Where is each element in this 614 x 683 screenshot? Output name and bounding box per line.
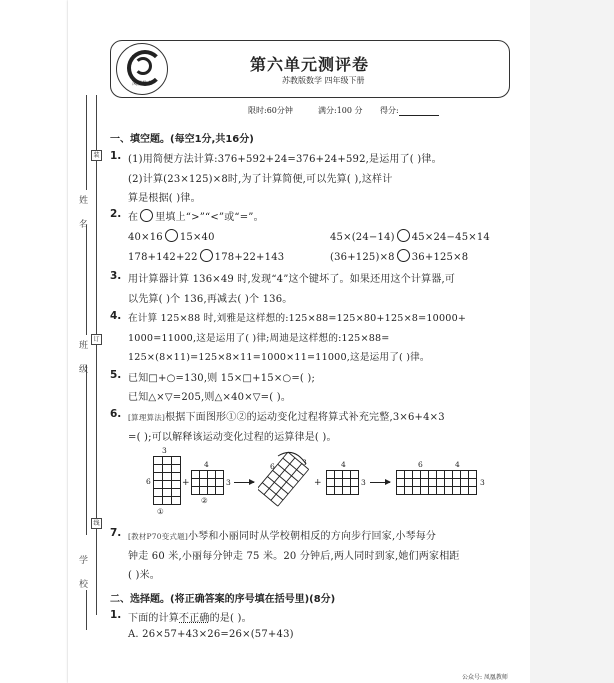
grid-cell (437, 471, 445, 479)
grid-cell (154, 465, 163, 473)
rotated-side-label: 6 (270, 462, 275, 471)
rotated-grid-line (262, 483, 283, 500)
section-2-title: 二、选择题。(将正确答案的序号填在括号里)(8分) (110, 594, 336, 605)
name-label: 姓 名 (77, 195, 87, 234)
grid-cell (469, 487, 477, 495)
s2-q1-option-a[interactable]: A. 26×57+43×26=26×(57+43) (128, 629, 294, 640)
q2-expr: (36+125)×8 (330, 252, 395, 263)
grid-cell (163, 497, 172, 505)
g2-side-label: 3 (226, 478, 231, 487)
rotated-grid-lines (258, 452, 309, 506)
grid-cell (154, 457, 163, 465)
q7-tag: [教材P70变式题] (128, 532, 188, 541)
grid-cell (208, 479, 216, 487)
score-field[interactable] (380, 105, 439, 116)
grid-cell (445, 487, 453, 495)
q2-expr: 36+125×8 (411, 252, 469, 263)
page-subtitle: 苏教版数学 四年级下册 (282, 76, 365, 85)
q6-number: 6. (110, 408, 122, 420)
grid-cell (335, 471, 343, 479)
binding-dashed-line (96, 95, 97, 615)
binding-mark: 订 (91, 334, 102, 345)
s2-q1-text-b: 的是( )。 (209, 613, 252, 624)
grid-cell (163, 473, 172, 481)
logo-text: 凤凰教书 (131, 81, 152, 87)
grid-cell (216, 479, 224, 487)
grid-cell (429, 471, 437, 479)
q2-intro-a: 在 (128, 212, 139, 223)
grid-cell (335, 487, 343, 495)
figure-1-grid (153, 456, 181, 505)
q2-row-1b (330, 229, 490, 243)
q6-tag: [算理算法] (128, 413, 166, 422)
compare-circle-icon (140, 209, 153, 222)
q1-line-2: (2)计算(23×125)×8时,为了计算简便,可以先算( ),这样计 (128, 174, 393, 185)
grid-cell (421, 487, 429, 495)
binding-mark: 线 (91, 518, 102, 529)
q4-number: 4. (110, 310, 122, 322)
q6-line-2: =( );可以解释该运动变化过程的运算律是( )。 (128, 432, 337, 443)
q7-line-1-text: 小琴和小丽同时从学校朝相反的方向步行回家,小琴每分 (187, 531, 437, 542)
grid-cell (421, 471, 429, 479)
grid-cell (453, 471, 461, 479)
grid-cell (343, 487, 351, 495)
binding-line (86, 225, 87, 335)
answer-circle[interactable] (397, 249, 410, 262)
q2-row-1a (128, 229, 215, 243)
score-label: 得分: (380, 106, 399, 115)
grid-cell (429, 487, 437, 495)
answer-circle[interactable] (397, 229, 410, 242)
q5-line-1: 已知□+○=130,则 15×□+15×○=( ); (128, 373, 316, 384)
grid-cell (343, 479, 351, 487)
q2-expr: 178+142+22 (128, 252, 198, 263)
rotated-grid-line (278, 464, 299, 481)
grid-cell (154, 473, 163, 481)
q3-line-1: 用计算器计算 136×49 时,发现“4”这个键坏了。如果还用这个计算器,可 (128, 274, 456, 285)
q4-line-1: 在计算 125×88 时,刘雅是这样想的:125×88=125×80+125×8=10000+ (128, 313, 467, 324)
q6-line-1-text: 根据下面图形①②的运动变化过程将算式补充完整,3×6+4×3 (165, 412, 445, 423)
grid-cell (200, 487, 208, 495)
grid-cell (172, 497, 181, 505)
binding-line (86, 590, 87, 630)
full-score: 满分:100 分 (318, 106, 363, 115)
q2-intro-b: 里填上“>”“<”或“=”。 (155, 212, 264, 223)
q1-number: 1. (110, 150, 122, 162)
grid-cell (421, 479, 429, 487)
grid-cell (351, 479, 359, 487)
rotated-grid-line (273, 470, 294, 487)
rotated-grid-figure (258, 448, 318, 510)
grid-cell (335, 479, 343, 487)
q2-number: 2. (110, 208, 122, 220)
grid-cell (208, 487, 216, 495)
plus-sign: + (182, 478, 190, 488)
g1-side-label: 6 (146, 477, 151, 486)
grid-cell (200, 479, 208, 487)
grid-cell (192, 487, 200, 495)
grid-cell (397, 487, 405, 495)
grid-cell (216, 471, 224, 479)
s2-q1-number: 1. (110, 609, 122, 621)
grid-cell (327, 471, 335, 479)
g1-top-label: 3 (162, 446, 167, 455)
grid-cell (351, 487, 359, 495)
q2-expr: 45×24−45×14 (411, 232, 490, 243)
g5-side-label: 3 (480, 478, 485, 487)
rotated-grid-line (267, 477, 288, 494)
binding-mark: 装 (91, 150, 102, 161)
grid-cell (163, 457, 172, 465)
grid-cell (437, 487, 445, 495)
footer-text: 公众号: 凤凰教师 (462, 674, 508, 681)
grid-cell (405, 471, 413, 479)
grid-cell (216, 487, 224, 495)
figure-1-label: ① (157, 507, 164, 516)
q5-number: 5. (110, 369, 122, 381)
g2-top-label: 4 (204, 460, 209, 469)
figure-5-grid (396, 470, 477, 495)
grid-cell (413, 479, 421, 487)
score-blank[interactable] (399, 107, 439, 116)
grid-cell (172, 473, 181, 481)
q2-expr: 178+22+143 (214, 252, 285, 263)
grid-cell (343, 471, 351, 479)
g4-top-label: 4 (341, 460, 346, 469)
s2-q1-line (128, 609, 252, 624)
q3-line-2: 以先算( )个 136,再减去( )个 136。 (128, 294, 293, 305)
q4-line-3: 125×(8×11)=125×8×11=1000×11=11000,这是运用了( )律。 (128, 352, 430, 363)
q7-line-1 (128, 527, 436, 542)
grid-cell (469, 479, 477, 487)
plus-sign: + (314, 478, 322, 488)
arrow-icon (370, 482, 390, 483)
grid-cell (461, 487, 469, 495)
grid-cell (429, 479, 437, 487)
grid-cell (200, 471, 208, 479)
class-label: 班 级 (77, 340, 87, 379)
grid-cell (413, 487, 421, 495)
grid-cell (172, 465, 181, 473)
grid-cell (154, 489, 163, 497)
school-label: 学 校 (77, 555, 87, 594)
grid-cell (397, 471, 405, 479)
s2-q1-emphasis: 不正确 (179, 613, 210, 624)
rotated-grid-line (258, 489, 278, 506)
grid-cell (413, 471, 421, 479)
grid-cell (461, 479, 469, 487)
figure-2-grid (191, 470, 224, 495)
grid-cell (405, 479, 413, 487)
g5-top-label-a: 6 (418, 460, 423, 469)
q2-expr: 15×40 (179, 232, 215, 243)
q2-intro (128, 208, 264, 223)
grid-cell (327, 487, 335, 495)
q7-line-2: 钟走 60 米,小丽每分钟走 75 米。20 分钟后,两人同时到家,她们两家相距 (128, 551, 460, 562)
g5-top-label-b: 4 (455, 460, 460, 469)
figure-4-grid (326, 470, 359, 495)
answer-circle[interactable] (165, 229, 178, 242)
s2-q1-text-a: 下面的计算 (128, 613, 179, 624)
rotated-grid-line (288, 452, 309, 469)
grid-cell (172, 457, 181, 465)
grid-cell (461, 471, 469, 479)
grid-cell (192, 479, 200, 487)
q2-row-2b (330, 249, 468, 263)
grid-cell (453, 487, 461, 495)
grid-cell (445, 471, 453, 479)
logo-swirl-inner-icon (134, 57, 152, 75)
grid-cell (154, 481, 163, 489)
grid-cell (397, 479, 405, 487)
q6-line-1 (128, 408, 445, 423)
grid-cell (351, 471, 359, 479)
time-limit: 限时:60分钟 (248, 106, 293, 115)
rotated-top-label: 3 (302, 458, 307, 467)
grid-cell (163, 465, 172, 473)
grid-cell (445, 479, 453, 487)
grid-cell (192, 471, 200, 479)
q1-line-3: 算是根据( )律。 (128, 193, 201, 204)
publisher-logo (116, 43, 168, 95)
grid-cell (327, 479, 335, 487)
g4-side-label: 3 (361, 478, 366, 487)
grid-cell (469, 471, 477, 479)
page-title: 第六单元测评卷 (250, 55, 370, 74)
q3-number: 3. (110, 270, 122, 282)
q2-expr: 45×(24−14) (330, 232, 395, 243)
grid-cell (154, 497, 163, 505)
figure-2-label: ② (201, 496, 208, 505)
left-margin (0, 0, 68, 683)
grid-cell (172, 481, 181, 489)
right-margin (530, 0, 614, 683)
q7-line-3: ( )米。 (128, 570, 160, 581)
arrow-icon (234, 482, 254, 483)
grid-cell (208, 471, 216, 479)
binding-line (86, 365, 87, 535)
q4-line-2: 1000=11000,这是运用了( )律;周迪是这样想的:125×88= (128, 333, 390, 344)
grid-cell (437, 479, 445, 487)
q2-expr: 40×16 (128, 232, 163, 243)
grid-cell (163, 489, 172, 497)
q7-number: 7. (110, 527, 122, 539)
q2-row-2a (128, 249, 284, 263)
grid-cell (405, 487, 413, 495)
q1-line-1: (1)用简便方法计算:376+592+24=376+24+592,是运用了( )律。 (128, 154, 442, 165)
grid-cell (453, 479, 461, 487)
answer-circle[interactable] (200, 249, 213, 262)
rotated-grid-line (283, 458, 304, 475)
q5-line-2: 已知△×▽=205,则△×40×▽=( )。 (128, 392, 292, 403)
section-1-title: 一、填空题。(每空1分,共16分) (110, 134, 254, 145)
grid-cell (172, 489, 181, 497)
grid-cell (163, 481, 172, 489)
binding-line (86, 95, 87, 190)
